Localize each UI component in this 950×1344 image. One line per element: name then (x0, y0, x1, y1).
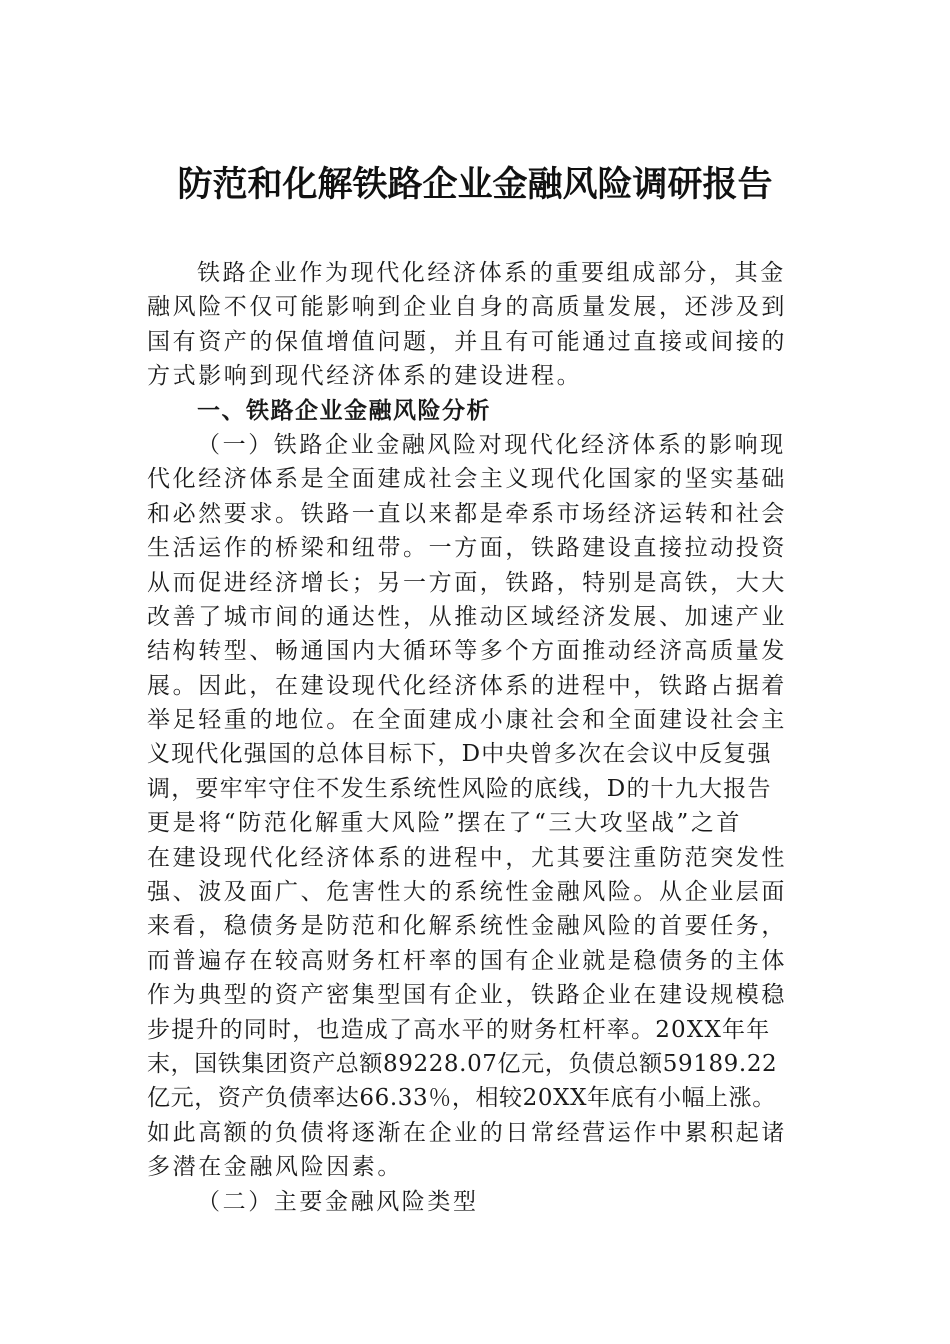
paragraph-line: 如此高额的负债将逐渐在企业的日常经营运作中累积起诸 (147, 1119, 787, 1146)
paragraph-line: 展。因此，在建设现代化经济体系的进程中，铁路占据着 (147, 672, 787, 699)
paragraph-line: 改善了城市间的通达性，从推动区域经济发展、加速产业 (147, 603, 787, 630)
paragraph-line: 融风险不仅可能影响到企业自身的高质量发展，还涉及到 (147, 294, 787, 321)
paragraph-line: 更是将“防范化解重大风险”摆在了“三大攻坚战”之首 (147, 810, 743, 837)
paragraph-line: 和必然要求。铁路一直以来都是牵系市场经济运转和社会 (147, 500, 787, 527)
document-title: 防范和化解铁路企业金融风险调研报告 (177, 164, 773, 205)
paragraph-line: 在建设现代化经济体系的进程中，尤其要注重防范突发性 (147, 844, 787, 871)
paragraph-line: 义现代化强国的总体目标下，D中央曾多次在会议中反复强 (147, 741, 772, 768)
paragraph-line: 而普遍存在较高财务杠杆率的国有企业就是稳债务的主体 (147, 947, 787, 974)
paragraph-line: 方式影响到现代经济体系的建设进程。 (147, 363, 583, 390)
document-body (147, 256, 807, 1219)
paragraph-line: 调，要牢牢守住不发生系统性风险的底线，D的十九大报告 (147, 775, 772, 802)
paragraph-line: 强、波及面广、危害性大的系统性金融风险。从企业层面 (147, 879, 787, 906)
paragraph-line: 结构转型、畅通国内大循环等多个方面推动经济高质量发 (147, 638, 787, 665)
paragraph-line: 铁路企业作为现代化经济体系的重要组成部分，其金 (197, 260, 786, 286)
paragraph-line: 国有资产的保值增值问题，并且有可能通过直接或间接的 (147, 328, 787, 355)
paragraph-line: 举足轻重的地位。在全面建成小康社会和全面建设社会主 (147, 707, 787, 734)
paragraph-line: 从而促进经济增长；另一方面，铁路，特别是高铁，大大 (147, 569, 787, 596)
paragraph-line: 作为典型的资产密集型国有企业，铁路企业在建设规模稳 (147, 982, 787, 1009)
paragraph-line: 末，国铁集团资产总额89228.07亿元，负债总额59189.22 (147, 1050, 778, 1077)
paragraph-line: 多潜在金融风险因素。 (147, 1154, 403, 1181)
paragraph-line: 生活运作的桥梁和纽带。一方面，铁路建设直接拉动投资 (147, 535, 787, 562)
subsection-heading: （二）主要金融风险类型 (197, 1188, 479, 1215)
section-heading: 一、铁路企业金融风险分析 (197, 396, 491, 424)
paragraph-line: 代化经济体系是全面建成社会主义现代化国家的坚实基础 (147, 466, 787, 493)
paragraph-line: 来看，稳债务是防范和化解系统性金融风险的首要任务， (147, 913, 787, 940)
subsection-heading: （一）铁路企业金融风险对现代化经济体系的影响现 (197, 431, 786, 458)
paragraph-line: 步提升的同时，也造成了高水平的财务杠杆率。20XX年年 (147, 1016, 771, 1043)
paragraph-line: 亿元，资产负债率达66.33％，相较20XX年底有小幅上涨。 (147, 1085, 776, 1112)
